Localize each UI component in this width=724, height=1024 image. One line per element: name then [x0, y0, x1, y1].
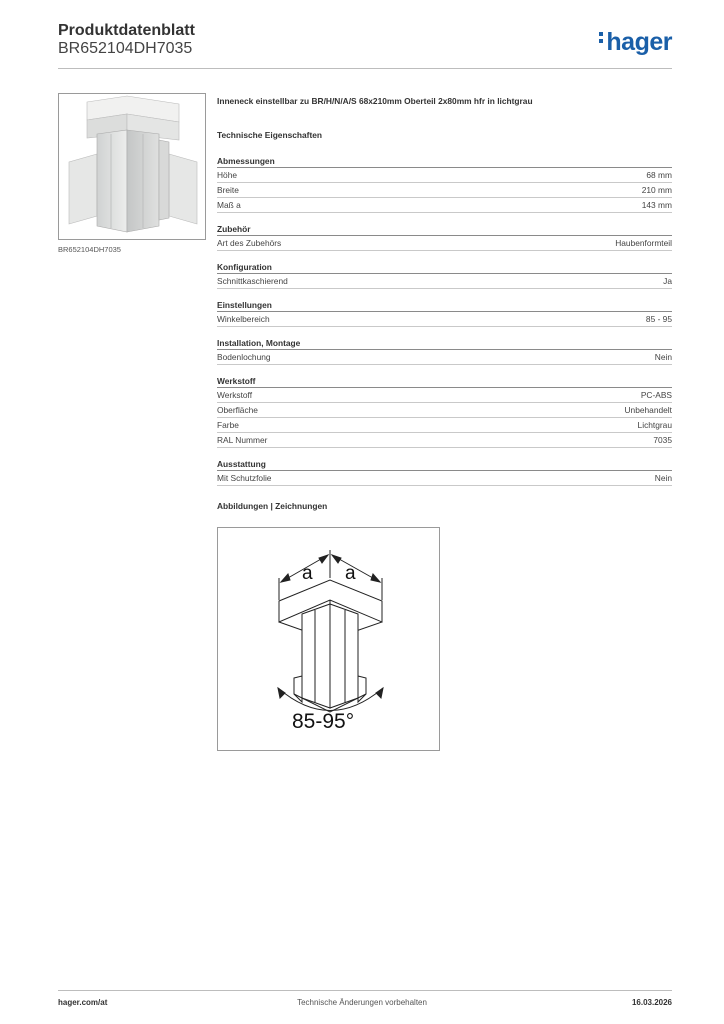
- footer-divider: [58, 990, 672, 991]
- property-label: Winkelbereich: [217, 314, 270, 324]
- group-title: Zubehör: [217, 223, 672, 236]
- property-row: [217, 274, 672, 289]
- figures-heading: Abbildungen | Zeichnungen: [217, 501, 328, 511]
- header-divider: [58, 68, 672, 69]
- product-photo-icon: [59, 94, 205, 239]
- property-label: Schnittkaschierend: [217, 276, 288, 286]
- property-label: Breite: [217, 185, 239, 195]
- group-title: Abmessungen: [217, 155, 672, 168]
- property-row: [217, 236, 672, 251]
- property-row: [217, 403, 672, 418]
- property-value: 68 mm: [646, 170, 672, 180]
- hager-logo: [599, 28, 672, 57]
- property-value: Unbehandelt: [624, 405, 672, 415]
- property-label: Maß a: [217, 200, 241, 210]
- product-name: Inneneck einstellbar zu BR/H/N/A/S 68x210mm Oberteil 2x80mm hfr in lichtgrau: [217, 96, 533, 106]
- footer-disclaimer: Technische Änderungen vorbehalten: [297, 998, 427, 1007]
- logo-text: hager: [606, 28, 672, 56]
- property-value: Ja: [663, 276, 672, 286]
- dimension-label-left: a: [302, 563, 313, 584]
- angle-range-label: 85-95°: [292, 710, 355, 733]
- logo-dots-icon: [599, 29, 604, 46]
- inner-corner-drawing-icon: [218, 528, 439, 750]
- property-value: Haubenformteil: [615, 238, 672, 248]
- tech-properties-heading: Technische Eigenschaften: [217, 130, 323, 140]
- group-title: Installation, Montage: [217, 337, 672, 350]
- property-value: 85 - 95: [645, 314, 672, 324]
- property-value: Nein: [654, 473, 672, 483]
- product-thumbnail: [58, 93, 206, 240]
- property-label: Werkstoff: [217, 390, 253, 400]
- property-value: Lichtgrau: [637, 420, 672, 430]
- property-row: [217, 418, 672, 433]
- group-abmessungen: [217, 155, 672, 213]
- property-label: RAL Nummer: [217, 435, 268, 445]
- group-title: Ausstattung: [217, 458, 672, 471]
- footer-date: 16.03.2026: [631, 998, 672, 1007]
- property-value: PC-ABS: [640, 390, 672, 400]
- group-title: Einstellungen: [217, 299, 672, 312]
- property-value: Nein: [654, 352, 672, 362]
- property-row: [217, 388, 672, 403]
- property-row: [217, 312, 672, 327]
- property-row: [217, 183, 672, 198]
- group-installation: [217, 337, 672, 365]
- property-row: [217, 168, 672, 183]
- document-header: [58, 22, 672, 68]
- product-details: [217, 96, 672, 511]
- technical-drawing: [217, 527, 440, 751]
- property-value: 210 mm: [641, 185, 672, 195]
- property-label: Oberfläche: [217, 405, 258, 415]
- group-title: Werkstoff: [217, 375, 672, 388]
- group-title: Konfiguration: [217, 261, 672, 274]
- property-label: Farbe: [217, 420, 239, 430]
- property-row: [217, 198, 672, 213]
- property-value: 7035: [653, 435, 672, 445]
- dimension-label-right: a: [345, 563, 356, 584]
- property-label: Art des Zubehörs: [217, 238, 282, 248]
- property-row: [217, 471, 672, 486]
- article-number: BR652104DH7035: [58, 40, 193, 57]
- group-einstellungen: [217, 299, 672, 327]
- thumbnail-caption: BR652104DH7035: [58, 245, 121, 254]
- footer-website: hager.com/at: [58, 998, 108, 1007]
- property-label: Bodenlochung: [217, 352, 271, 362]
- property-label: Höhe: [217, 170, 238, 180]
- property-label: Mit Schutzfolie: [217, 473, 272, 483]
- property-value: 143 mm: [641, 200, 672, 210]
- group-ausstattung: [217, 458, 672, 486]
- property-row: [217, 433, 672, 448]
- property-row: [217, 350, 672, 365]
- document-title: Produktdatenblatt: [58, 22, 195, 39]
- group-zubehoer: [217, 223, 672, 251]
- group-konfiguration: [217, 261, 672, 289]
- group-werkstoff: [217, 375, 672, 448]
